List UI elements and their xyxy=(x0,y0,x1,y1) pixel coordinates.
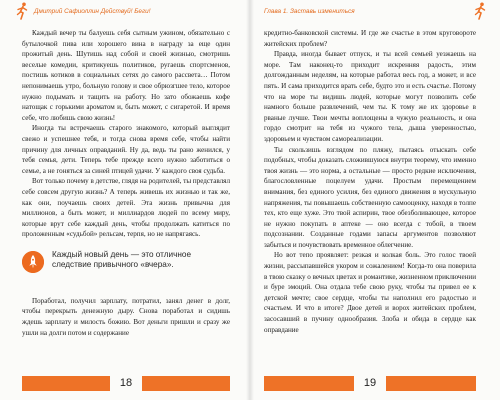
paragraph: Правда, иногда бывает отпуск, и ты всей семьей уезжаешь на море. Там наконец-то приходит искренняя радость, этим долгожданным неделям, на которые работал весь год, а может, и все пять. И сама приходится врать себе, будто это и есть счастье. Потому что на море ты видишь людей, которые могут позволить себе намного больше развлечений, чем ты. К тому же их здоровье в рваные лучше. Твои мечты воплощены в чужую реальность, и она гордо смотрит на тебя из чужого тела, дыша уверенностью, здоровьем и чувством самореализации. xyxy=(264,50,476,143)
right-body-text xyxy=(264,28,476,335)
paragraph: кредитно-банковской системы. И где же счастье в этом круговороте житейских проблем? xyxy=(264,29,476,48)
paragraph: Каждый вечер ты балуешь себя сытным ужином, обязательно с бутылочкой пива или хорошего вина в награду за еще один прожитый день. Шутишь над собой и своей жизнью, смотришь веселые комедии, критикуешь политиков, ругаешь спортсменов, постишь котиков в социальных сетях до самого рассвета… Потом непонимаешь утро, больную голову и свое обрюзгшее тело, которое нужно подымать и тащить на работу. Но зато обожаешь кофе натощак с горькими ароматом и, быть может, с сигаретой. И время себе, что любишь свою жизнь! xyxy=(22,29,230,122)
running-man-icon xyxy=(16,2,28,20)
left-body-text xyxy=(22,28,230,338)
right-page xyxy=(250,0,500,400)
running-header: Глава 1. Заставь измениться xyxy=(264,8,355,15)
paragraph: Вот только почему в детстве, глядя на родителей, ты представлял себе совсем другую жизнь? А теперь живешь их жизнью и так же, как они, поучаешь своих детей. Эта жизнь привычна для миллионов, а быть может, и миллиардов людей по всему миру, которые врут себе каждый день, чтобы продолжать катиться по проложенным «судьбой» рельсам, терпя, но не напрягаясь. xyxy=(22,177,230,239)
running-man-icon xyxy=(474,2,486,20)
paragraph: Иногда ты встречаешь старого знакомого, который выглядит свежо и успешнее тебя, и тогда снова время себе, чтобы найти причину для личных оправданий. Ну да, ведь ты рано женился, у тебя семья, дети. Теперь тебе прежде всего нужно заботиться о семье, а не гоняться за синей птицей удачи. У каждого своя судьба. xyxy=(22,124,230,175)
paragraph: Поработал, получил зарплату, потратил, занял денег в долг, чтобы перекрыть денежную дыру. Снова поработал и сидишь ждешь зарплату и милость божию. Вот деньги пришли и сразу же ушли на долги потом и содержание xyxy=(22,296,230,337)
callout-text: Каждый новый день — это отличное следствие привычного «вчера». xyxy=(52,249,191,270)
page-number: 19 xyxy=(354,376,386,391)
running-header: Дмитрий Сафиоллин Действуй! Беги! xyxy=(34,8,151,15)
paragraph: Но вот тепо проявляет: резкая и колкая боль. Это голос твоей жизни, рассыпавшейся укором и сожалением! Когда-то она поверила в твою сказку о вечных цветах и романтике, жизненном приключении и буре эмоций. Она отдала тебе свою руку, чтобы ты привел ее к детской мечте; свое сердце, чтобы ты наполнил его радостью и счастьем. И что в итоге? Двое детей и ворох житейских проблем, засосавший в пучину однообразия. Злоба и обида в сердце как оправдание xyxy=(264,251,476,334)
rocket-icon xyxy=(22,251,44,273)
callout xyxy=(22,250,230,284)
paragraph: Ты скользишь взглядом по пляжу, пытаясь отыскать себе подобных, чтобы доказать сложившуюся внутри теорему, что именно твоя жизнь — это норма, а остальные — просто редкие исключения, благословленные поцелуем удачи. Простым перемещением внимания, без единого усилия, без единого движения в мускульную напряжения, ты повышаешь собственную самооценку, находя в толпе тех, кто еще хуже. Это твой аспирин, твое обезболивающее, которое не нужно покупать в аптеке — оно всегда с тобой, в твоем подсознании. Созданные годами запасы аргументов позволяют забыться и почувствовать временное облегчение. xyxy=(264,145,476,249)
page-number: 18 xyxy=(110,376,142,391)
